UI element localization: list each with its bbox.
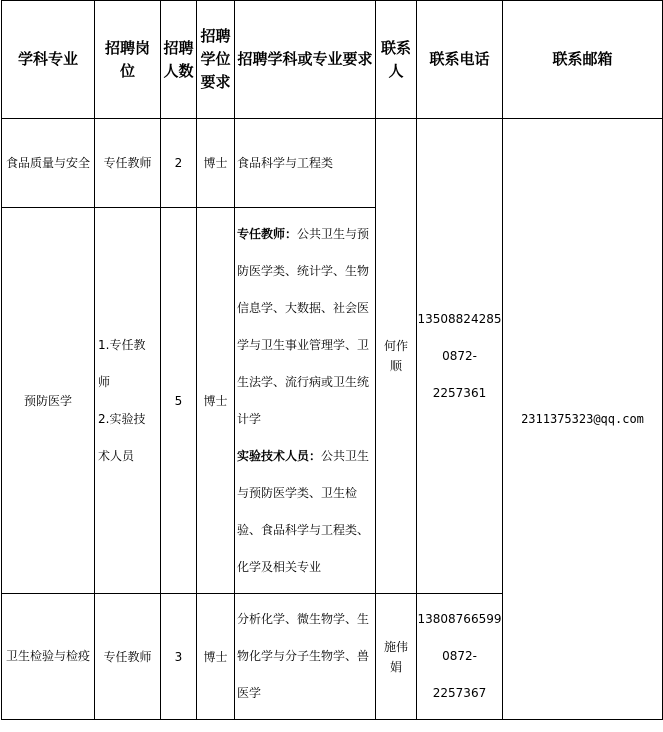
header-contact: 联系人: [376, 1, 417, 119]
degree-cell: 博士: [197, 119, 235, 208]
header-major: 学科专业: [2, 1, 95, 119]
header-position: 招聘岗位: [95, 1, 161, 119]
requirement-text: 公共卫生与预防医学类、卫生检验、食品科学与工程类、化学及相关专业: [237, 448, 370, 574]
phone-number: 13508824285: [417, 311, 502, 326]
header-row: [2, 1, 663, 119]
major-cell: 卫生检验与检疫: [2, 594, 95, 720]
email-cell: 2311375323@qq.com: [503, 119, 663, 720]
header-degree: 招聘学位要求: [197, 1, 235, 119]
phone-number: 13808766599: [417, 612, 502, 626]
position-line: 2.实验技: [98, 411, 146, 426]
header-count: 招聘人数: [161, 1, 197, 119]
requirement-cell: [235, 208, 376, 594]
requirement-text: 公共卫生与预防医学类、统计学、生物信息学、大数据、社会医学与卫生事业管理学、卫生法学、流行病或卫生统计学: [237, 226, 370, 426]
table-row: [2, 119, 663, 208]
header-email: 联系邮箱: [503, 1, 663, 119]
requirement-label: 专任教师：: [237, 226, 298, 241]
position-line: 1.专任教: [98, 337, 146, 352]
contact-cell: 何作顺: [376, 119, 417, 594]
header-phone: 联系电话: [417, 1, 503, 119]
requirement-label: 实验技术人员：: [237, 448, 322, 463]
count-cell: 3: [161, 594, 197, 720]
position-line: 师: [98, 374, 111, 389]
phone-landline: 0872-2257367: [432, 649, 487, 700]
count-cell: 2: [161, 119, 197, 208]
recruitment-table: [1, 0, 663, 720]
header-requirement: 招聘学科或专业要求: [235, 1, 376, 119]
position-cell: [95, 208, 161, 594]
position-cell: 专任教师: [95, 119, 161, 208]
count-cell: 5: [161, 208, 197, 594]
phone-cell: [417, 594, 503, 720]
degree-cell: 博士: [197, 594, 235, 720]
degree-cell: 博士: [197, 208, 235, 594]
phone-landline: 0872-2257361: [432, 348, 487, 400]
requirement-cell: 分析化学、微生物学、生物化学与分子生物学、兽医学: [235, 594, 376, 720]
phone-cell: [417, 119, 503, 594]
major-cell: 食品质量与安全: [2, 119, 95, 208]
major-cell: 预防医学: [2, 208, 95, 594]
position-line: 术人员: [98, 448, 135, 463]
requirement-cell: 食品科学与工程类: [235, 119, 376, 208]
contact-cell: 施伟娟: [376, 594, 417, 720]
position-cell: 专任教师: [95, 594, 161, 720]
